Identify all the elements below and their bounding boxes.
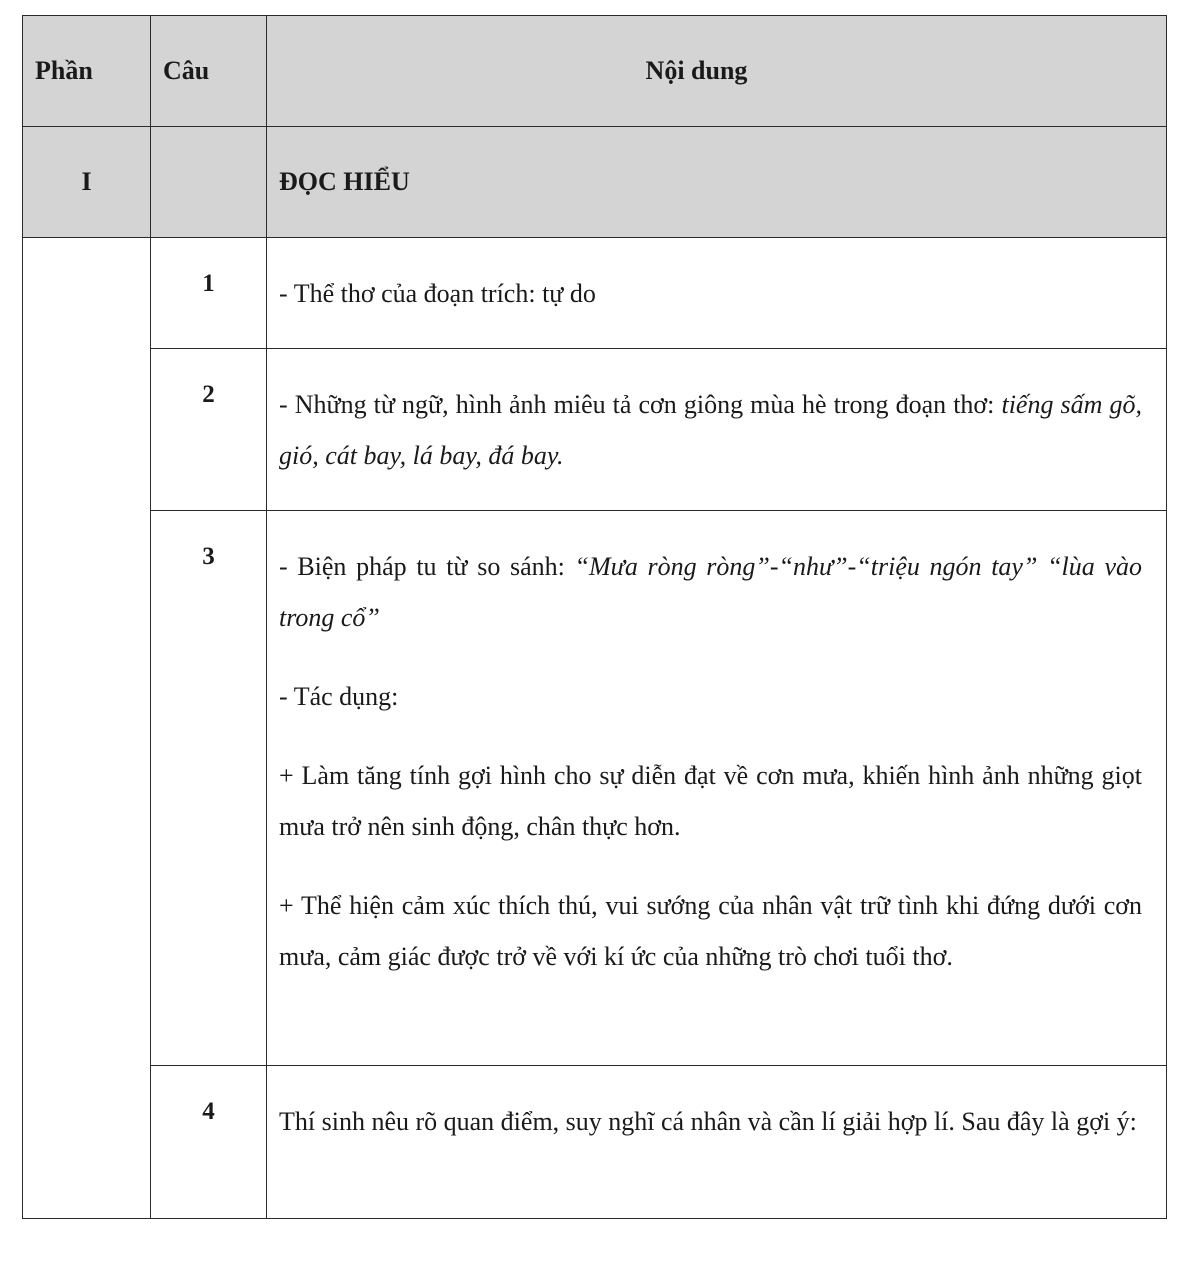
section-row (23, 127, 1167, 238)
effect-point: + Thể hiện cảm xúc thích thú, vui sướng của nhân vật trữ tình khi đứng dưới cơn mưa, cảm giác được trở về với kí ức của những trò chơi tuổi thơ. (279, 891, 1142, 971)
question-content-cell (267, 238, 1167, 349)
question-number: 4 (202, 1098, 215, 1125)
header-content: Nội dung (645, 56, 748, 85)
answer-italic: “Mưa ròng ròng”-“như”-“triệu ngón tay” “lùa vào trong cổ” (279, 552, 1142, 632)
answer-paragraph (279, 379, 1142, 481)
header-question: Câu (163, 56, 210, 85)
part-merged-cell (23, 238, 151, 1219)
header-part: Phần (35, 56, 93, 85)
answer-italic: tiếng sấm gõ, gió, cát bay, lá bay, đá bay. (279, 390, 1142, 470)
table-row (23, 238, 1167, 349)
table-row (23, 349, 1167, 511)
section-title-cell (267, 127, 1167, 238)
table-row (23, 1066, 1167, 1219)
question-number: 1 (202, 270, 215, 297)
question-number: 3 (202, 543, 215, 570)
question-content-cell (267, 1066, 1167, 1219)
answer-line: - Thể thơ của đoạn trích: tự do (279, 279, 596, 308)
question-number: 2 (202, 381, 215, 408)
answer-paragraph (279, 541, 1142, 643)
header-row (23, 16, 1167, 127)
section-blank-cell (151, 127, 267, 238)
question-content-cell (267, 511, 1167, 1066)
header-question-cell (151, 16, 267, 127)
answer-paragraph: Thí sinh nêu rõ quan điểm, suy nghĩ cá nhân và cần lí giải hợp lí. Sau đây là gợi ý: (279, 1107, 1137, 1136)
question-number-cell (151, 349, 267, 511)
answer-intro: - Những từ ngữ, hình ảnh miêu tả cơn giông mùa hè trong đoạn thơ: (279, 390, 1002, 419)
answer-table (22, 15, 1167, 1219)
section-part: I (81, 167, 92, 196)
table-row (23, 511, 1167, 1066)
answer-intro: - Biện pháp tu từ so sánh: (279, 552, 575, 581)
header-content-cell (267, 16, 1167, 127)
effect-label: - Tác dụng: (279, 682, 399, 711)
question-number-cell (151, 238, 267, 349)
section-title: ĐỌC HIỂU (279, 167, 410, 196)
question-number-cell (151, 511, 267, 1066)
question-number-cell (151, 1066, 267, 1219)
header-part-cell (23, 16, 151, 127)
effect-point: + Làm tăng tính gợi hình cho sự diễn đạt về cơn mưa, khiến hình ảnh những giọt mưa trở nên sinh động, chân thực hơn. (279, 761, 1142, 841)
question-content-cell (267, 349, 1167, 511)
section-part-cell (23, 127, 151, 238)
